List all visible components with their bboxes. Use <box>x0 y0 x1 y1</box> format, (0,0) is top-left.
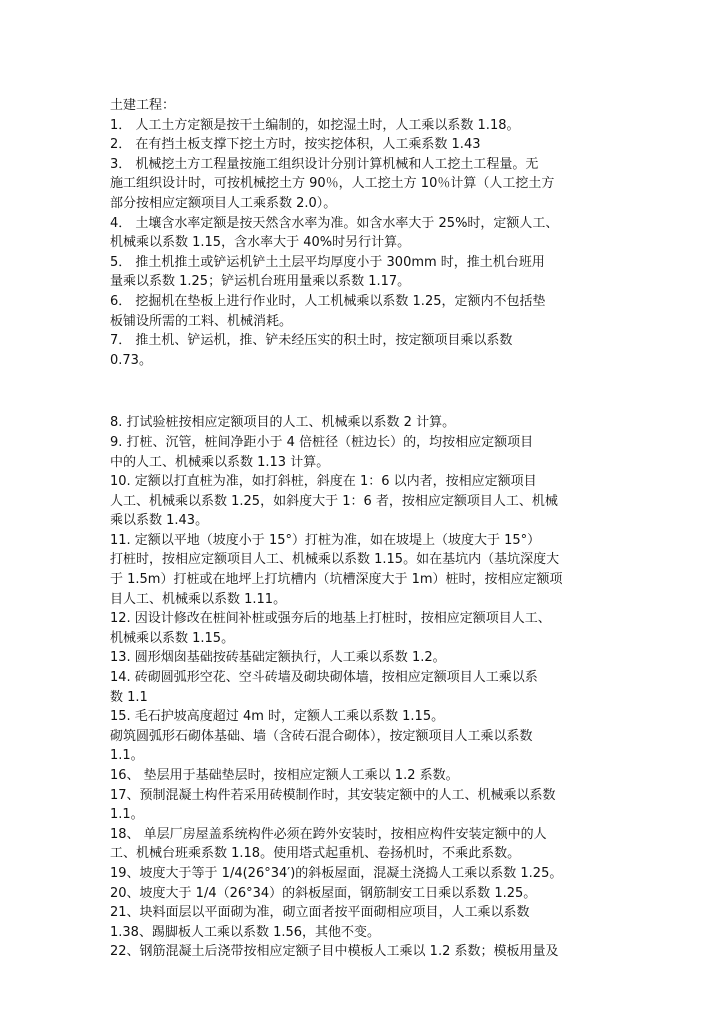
text-line: 施工组织设计时，可按机械挖土方 90％，人工挖土方 10％计算（人工挖土方 <box>110 176 555 192</box>
text-line: 0.73。 <box>110 352 152 368</box>
text-line: 量乘以系数 1.25；铲运机台班用量乘以系数 1.17。 <box>110 274 411 290</box>
text-line: 2． 在有挡土板支撑下挖土方时，按实挖体积，人工乘系数 1.43 <box>110 137 481 153</box>
text-line: 10. 定额以打直桩为准，如打斜桩，斜度在 1：6 以内者，按相应定额项目 <box>110 474 537 490</box>
text-line: 11. 定额以平地（坡度小于 15°）打桩为准，如在坡堤上（坡度大于 15°） <box>110 532 541 548</box>
text-block-earthwork <box>110 96 620 370</box>
text-line: 14. 砖砌圆弧形空花、空斗砖墙及砌块砌体墙，按相应定额项目人工乘以系 <box>110 670 538 686</box>
text-line: 人工、机械乘以系数 1.25，如斜度大于 1：6 者，按相应定额项目人工、机械 <box>110 493 558 509</box>
text-line: 8. 打试验桩按相应定额项目的人工、机械乘以系数 2 计算。 <box>110 415 456 431</box>
text-line: 目人工、机械乘以系数 1.11。 <box>110 591 287 607</box>
text-line: 乘以系数 1.43。 <box>110 513 209 529</box>
text-line: 16、 垫层用于基础垫层时，按相应定额人工乘以 1.2 系数。 <box>110 768 459 783</box>
text-line: 4． 土壤含水率定额是按天然含水率为准。如含水率大于 25%时，定额人工、 <box>110 215 559 231</box>
text-line: 3． 机械挖土方工程量按施工组织设计分别计算机械和人工挖土工程量。无 <box>110 156 539 172</box>
text-line: 1.1。 <box>110 807 144 823</box>
text-line: 19、坡度大于等于 1/4(26°34′)的斜板屋面，混凝土浇捣人工乘以系数 1.25。 <box>110 865 563 881</box>
text-line: 17、预制混凝土构件若采用砖模制作时，其安装定额中的人工、机械乘以系数 <box>110 787 556 803</box>
text-line: 20、坡度大于 1/4（26°34）的斜板屋面，钢筋制安工日乘以系数 1.25。 <box>110 885 537 901</box>
text-line: 部分按相应定额项目人工乘系数 2.0）。 <box>110 195 337 211</box>
blank-gap <box>110 370 620 413</box>
text-line: 12. 因设计修改在桩间补桩或强夯后的地基上打桩时，按相应定额项目人工、 <box>110 611 551 627</box>
text-line: 15. 毛石护坡高度超过 4m 时，定额人工乘以系数 1.15。 <box>110 709 445 725</box>
text-line: 板铺设所需的工料、机械消耗。 <box>110 313 293 329</box>
text-line: 6． 挖掘机在垫板上进行作业时，人工机械乘以系数 1.25，定额内不包括垫 <box>110 293 546 309</box>
text-line: 13. 圆形烟囱基础按砖基础定额执行，人工乘以系数 1.2。 <box>110 650 446 666</box>
text-line: 土建工程： <box>110 98 176 113</box>
text-line: 18、 单层厂房屋盖系统构件必须在跨外安装时，按相应构件安装定额中的人 <box>110 826 547 842</box>
text-line: 中的人工、机械乘以系数 1.13 计算。 <box>110 454 330 470</box>
text-line: 机械乘以系数 1.15，含水率大于 40%时另行计算。 <box>110 235 411 251</box>
text-line: 22、钢筋混凝土后浇带按相应定额子目中模板人工乘以 1.2 系数；模板用量及 <box>110 944 559 960</box>
text-line: 9. 打桩、沉管，桩间净距小于 4 倍桩径（桩边长）的，均按相应定额项目 <box>110 434 534 450</box>
text-line: 于 1.5m）打桩或在地坪上打坑槽内（坑槽深度大于 1m）桩时，按相应定额项 <box>110 572 563 588</box>
text-line: 5． 推土机推土或铲运机铲土土层平均厚度小于 300mm 时，推土机台班用 <box>110 254 545 270</box>
text-line: 21、块料面层以平面砌为准，砌立面者按平面砌相应项目，人工乘以系数 <box>110 905 530 921</box>
text-line: 数 1.1 <box>110 689 148 705</box>
text-line: 1． 人工土方定额是按干土编制的，如挖湿土时，人工乘以系数 1.18。 <box>110 117 520 133</box>
document-page <box>110 96 620 962</box>
text-line: 1.1。 <box>110 748 144 764</box>
text-line: 打桩时，按相应定额项目人工、机械乘以系数 1.15。如在基坑内（基坑深度大 <box>110 552 560 568</box>
text-line: 工、机械台班乘系数 1.18。使用塔式起重机、卷扬机时，不乘此系数。 <box>110 846 521 862</box>
text-line: 7． 推土机、铲运机，推、铲未经压实的积土时，按定额项目乘以系数 <box>110 333 513 349</box>
text-line: 砌筑圆弧形石砌体基础、墙（含砖石混合砌体），按定额项目人工乘以系数 <box>110 728 533 744</box>
text-line: 1.38、踢脚板人工乘以系数 1.56，其他不变。 <box>110 924 381 940</box>
text-block-piling-masonry <box>110 413 620 962</box>
text-line: 机械乘以系数 1.15。 <box>110 630 235 646</box>
